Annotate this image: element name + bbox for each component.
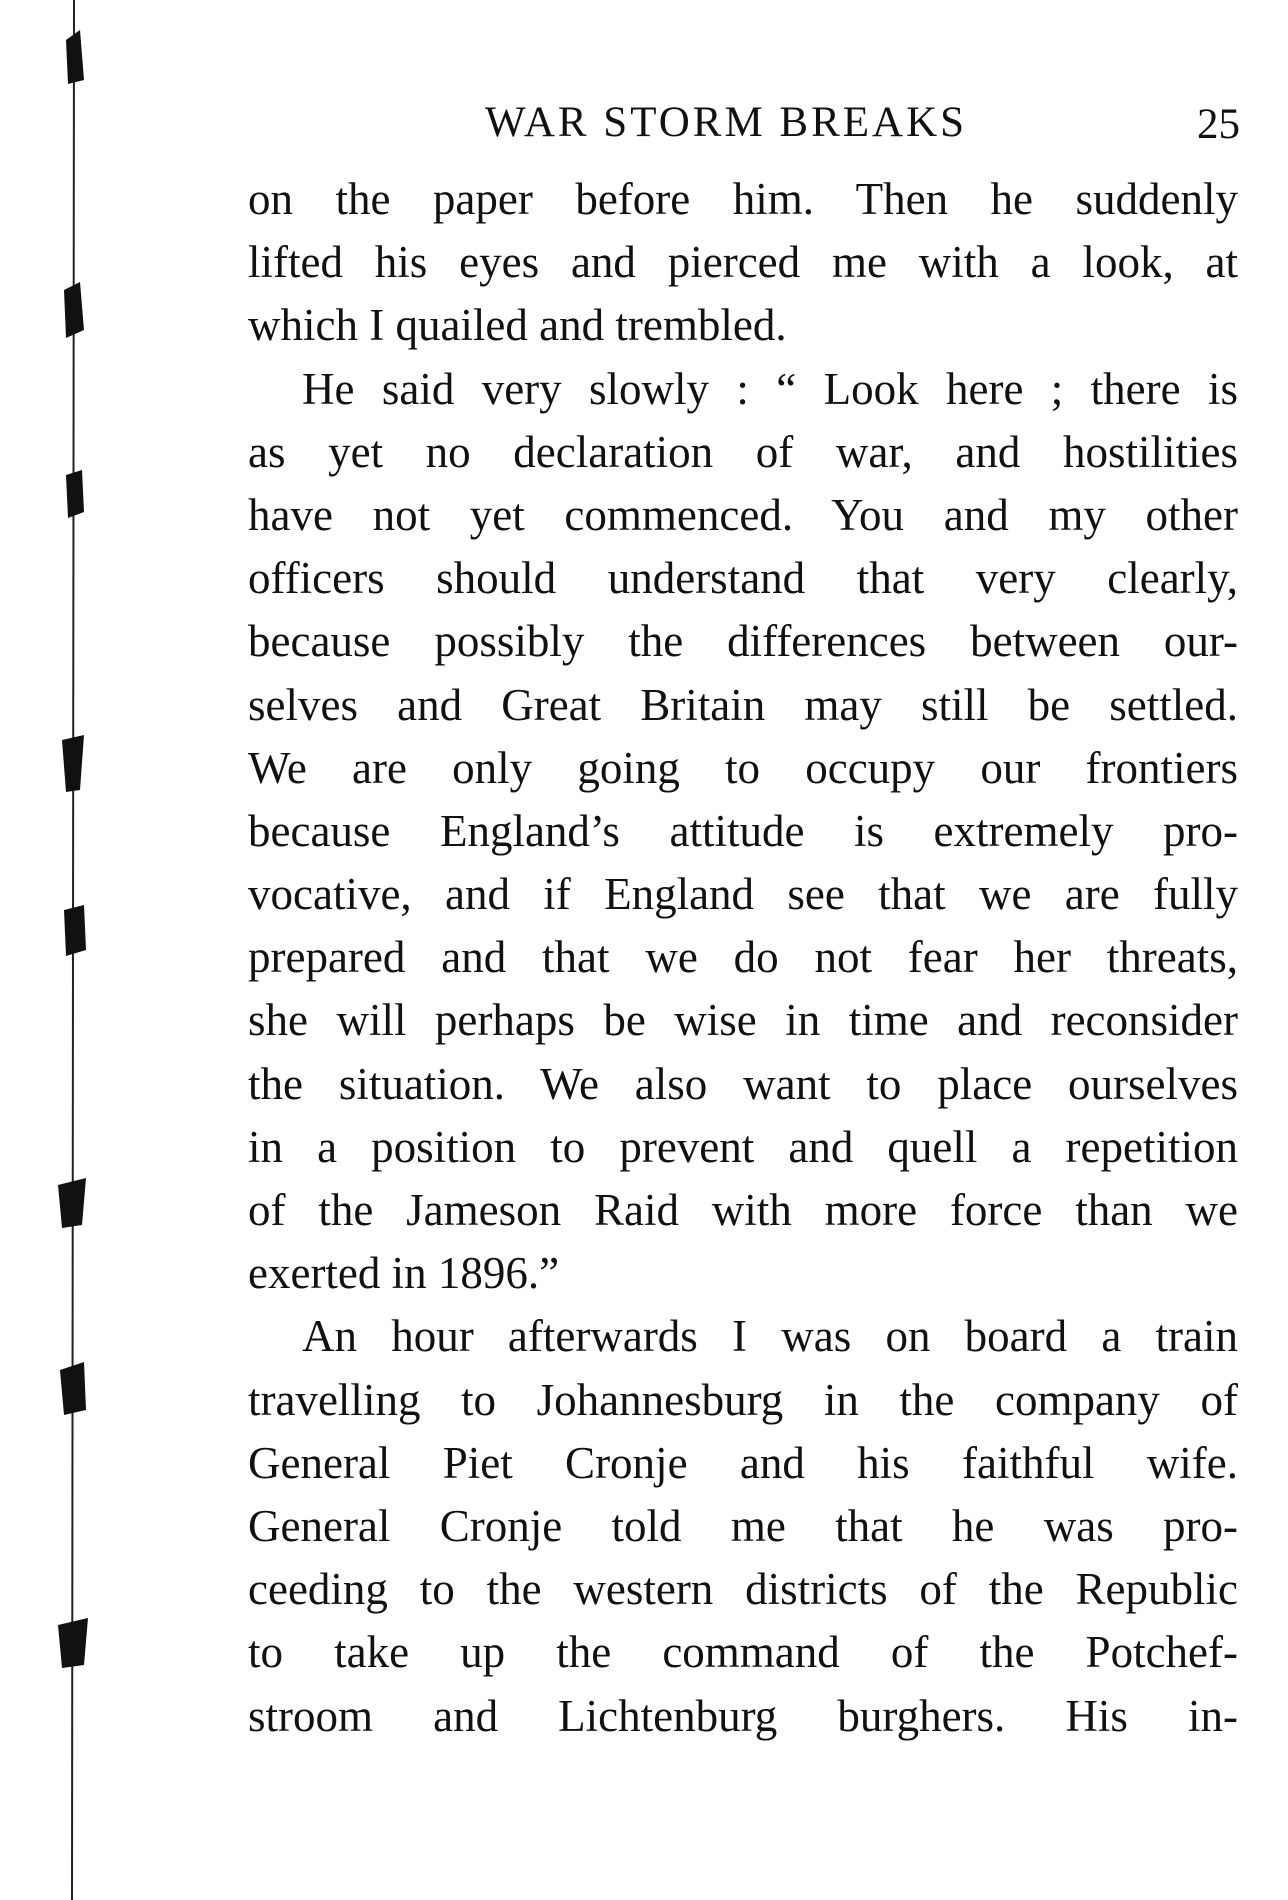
running-head: WAR STORM BREAKS xyxy=(485,99,968,146)
text-line: which I quailed and trembled. xyxy=(248,300,787,351)
text-line: We are only going to occupy our frontiers xyxy=(248,742,1238,793)
text-line: to take up the command of the Potchef- xyxy=(248,1627,1238,1678)
text-line: selves and Great Britain may still be settled. xyxy=(248,679,1238,730)
text-line: General Cronje told me that he was pro- xyxy=(248,1500,1238,1551)
text-line: stroom and Lichtenburg burghers. His in- xyxy=(248,1690,1238,1741)
text-line: ceeding to the western districts of the Republic xyxy=(248,1564,1238,1615)
text-line: travelling to Johannesburg in the company of xyxy=(248,1374,1238,1425)
page-header xyxy=(250,98,1240,158)
page-number: 25 xyxy=(1197,101,1240,148)
binding-edge xyxy=(40,0,110,1900)
text-line: the situation. We also want to place ourselves xyxy=(248,1058,1238,1109)
text-line: because England’s attitude is extremely pro- xyxy=(248,805,1238,856)
text-line: vocative, and if England see that we are fully xyxy=(248,869,1238,920)
text-line: she will perhaps be wise in time and reconsider xyxy=(248,995,1238,1046)
text-line: in a position to prevent and quell a repetition xyxy=(248,1121,1238,1172)
text-line: have not yet commenced. You and my other xyxy=(248,489,1238,540)
text-line: on the paper before him. Then he suddenly xyxy=(248,174,1238,224)
text-line: of the Jameson Raid with more force than we xyxy=(248,1185,1238,1235)
text-line: lifted his eyes and pierced me with a look, at xyxy=(248,237,1238,288)
text-line: prepared and that we do not fear her threats, xyxy=(248,932,1238,983)
body-text xyxy=(248,168,1238,1748)
text-line: exerted in 1896.” xyxy=(248,1248,560,1299)
text-line: He said very slowly : “ Look here ; there is xyxy=(302,363,1238,414)
text-line: General Piet Cronje and his faithful wife. xyxy=(248,1437,1238,1488)
text-line: An hour afterwards I was on board a train xyxy=(302,1311,1238,1362)
text-line: officers should understand that very clearly, xyxy=(248,553,1238,604)
text-line: because possibly the differences between our- xyxy=(248,616,1238,667)
text-line: as yet no declaration of war, and hostilities xyxy=(248,426,1238,477)
